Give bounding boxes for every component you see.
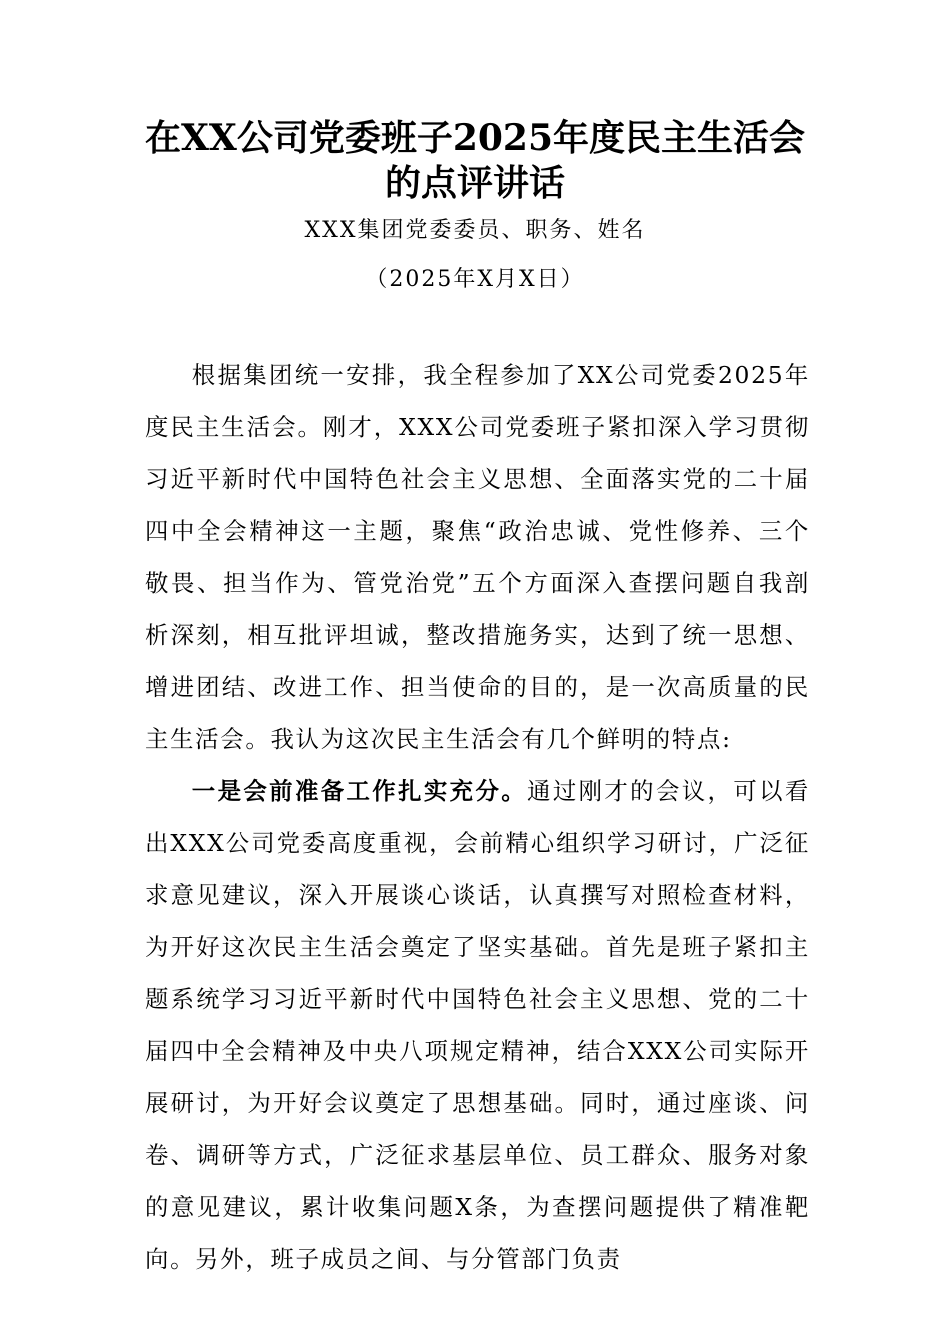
- document-body: [145, 349, 810, 1285]
- document-title-line-1: 在XX公司党委班子2025年度民主生活会: [144, 117, 806, 159]
- paragraph-point-1: [145, 765, 810, 1285]
- paragraph-text: 通过刚才的会议，可以看出XXX公司党委高度重视，会前精心组织学习研讨，广泛征求意见建议，深入开展谈心谈话，认真撰写对照检查材料，为开好这次民主生活会奠定了坚实基础。首先是班子紧扣主题系统学习习近平新时代中国特色社会主义思想、党的二十届四中全会精神及中央八项规定精神，结合XXX公司实际开展研讨，为开好会议奠定了思想基础。同时，通过座谈、问卷、调研等方式，广泛征求基层单位、员工群众、服务对象的意见建议，累计收集问题X条，为查摆问题提供了精准靶向。另外，班子成员之间、与分管部门负责: [145, 777, 810, 1273]
- paragraph-text: 根据集团统一安排，我全程参加了XX公司党委2025年度民主生活会。刚才，XXX公司党委班子紧扣深入学习贯彻习近平新时代中国特色社会主义思想、全面落实党的二十届四中全会精神这一主题，聚焦“政治忠诚、党性修养、三个敬畏、担当作为、管党治党”五个方面深入查摆问题自我剖析深刻，相互批评坦诚，整改措施务实，达到了统一思想、增进团结、改进工作、担当使命的目的，是一次高质量的民主生活会。我认为这次民主生活会有几个鲜明的特点:: [145, 361, 810, 753]
- paragraph-lead: 一是会前准备工作扎实充分。: [191, 777, 528, 805]
- document-title-line-2: 的点评讲话: [384, 162, 565, 204]
- paragraph-intro: [145, 349, 810, 765]
- author-line: XXX集团党委委员、职务、姓名: [304, 218, 646, 243]
- date-line: （2025年X月X日）: [365, 267, 585, 292]
